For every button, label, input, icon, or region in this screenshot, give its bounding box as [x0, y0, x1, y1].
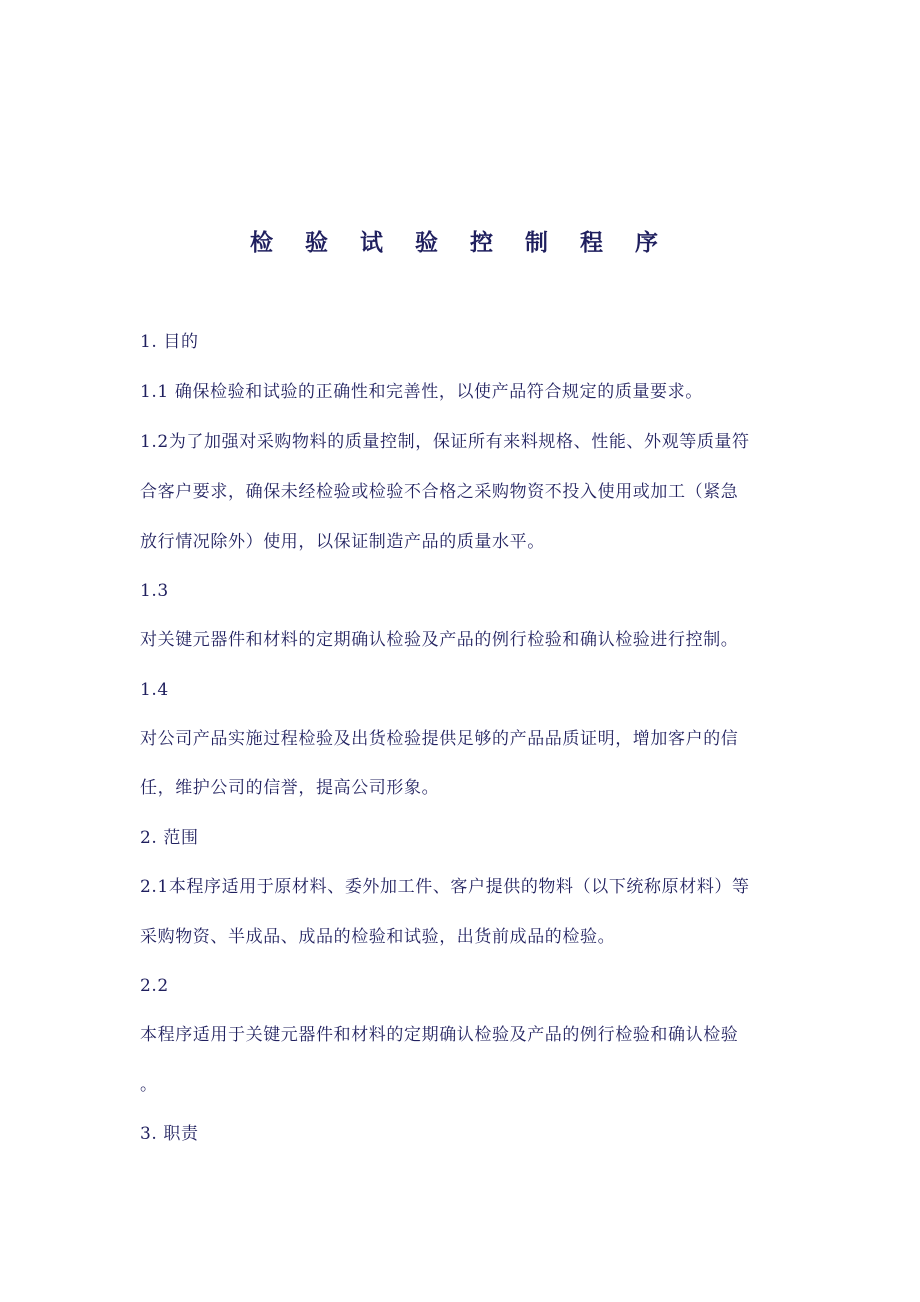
paragraph-line: 。: [140, 1075, 158, 1095]
paragraph-line: 对关键元器件和材料的定期确认检验及产品的例行检验和确认检验进行控制。: [140, 630, 739, 650]
paragraph-line: 对公司产品实施过程检验及出货检验提供足够的产品品质证明，增加客户的信: [140, 729, 739, 749]
paragraph-line: 合客户要求，确保未经检验或检验不合格之采购物资不投入使用或加工（紧急: [140, 482, 739, 502]
paragraph-line: 采购物资、半成品、成品的检验和试验，出货前成品的检验。: [140, 927, 616, 947]
section-heading-scope: 2. 范围: [140, 828, 199, 848]
paragraph-line: 2.1本程序适用于原材料、委外加工件、客户提供的物料（以下统称原材料）等: [140, 877, 750, 897]
subsection-number: 1.4: [140, 680, 169, 700]
subsection-number: 2.2: [140, 976, 169, 996]
subsection-number: 1.3: [140, 581, 169, 601]
paragraph-line: 放行情况除外）使用，以保证制造产品的质量水平。: [140, 532, 545, 552]
paragraph-line: 任，维护公司的信誉，提高公司形象。: [140, 778, 440, 798]
paragraph-line: 1.1 确保检验和试验的正确性和完善性，以使产品符合规定的质量要求。: [140, 382, 703, 402]
paragraph-line: 本程序适用于关键元器件和材料的定期确认检验及产品的例行检验和确认检验: [140, 1025, 739, 1045]
document-title: 检 验 试 验 控 制 程 序: [249, 229, 671, 256]
paragraph-line: 1.2为了加强对采购物料的质量控制，保证所有来料规格、性能、外观等质量符: [140, 432, 750, 452]
section-heading-responsibility: 3. 职责: [140, 1124, 199, 1144]
section-heading-purpose: 1. 目的: [140, 332, 199, 352]
